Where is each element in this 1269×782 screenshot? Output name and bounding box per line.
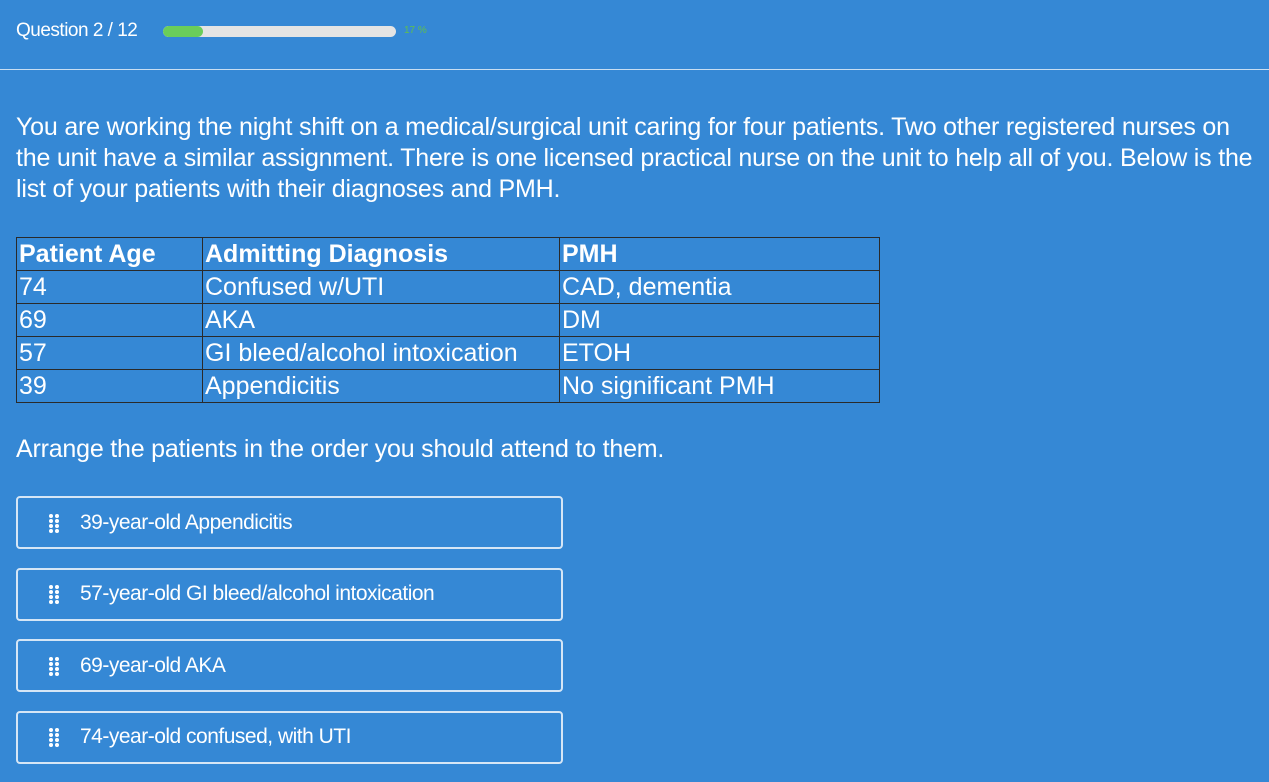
sortable-answer-list <box>16 496 563 782</box>
table-cell: 74 <box>17 271 203 304</box>
progress-bar-fill <box>163 26 203 37</box>
quiz-header <box>0 0 1269 70</box>
drag-handle-icon[interactable] <box>48 656 60 676</box>
table-row <box>17 304 880 337</box>
drag-handle-icon[interactable] <box>48 584 60 604</box>
table-row <box>17 337 880 370</box>
table-cell: ETOH <box>560 337 880 370</box>
table-cell: AKA <box>203 304 560 337</box>
sortable-answer-item[interactable] <box>16 639 563 692</box>
answer-label: 74-year-old confused, with UTI <box>80 725 351 748</box>
table-cell: No significant PMH <box>560 370 880 403</box>
table-header-cell: Admitting Diagnosis <box>203 238 560 271</box>
patient-table <box>16 237 880 403</box>
table-cell: 57 <box>17 337 203 370</box>
progress-bar <box>163 26 396 37</box>
drag-handle-icon[interactable] <box>48 727 60 747</box>
answer-label: 57-year-old GI bleed/alcohol intoxication <box>80 582 435 605</box>
table-cell: DM <box>560 304 880 337</box>
drag-handle-icon[interactable] <box>48 513 60 533</box>
table-cell: Appendicitis <box>203 370 560 403</box>
table-cell: 39 <box>17 370 203 403</box>
table-cell: Confused w/UTI <box>203 271 560 304</box>
table-cell: GI bleed/alcohol intoxication <box>203 337 560 370</box>
answer-label: 69-year-old AKA <box>80 653 226 677</box>
table-header-cell: Patient Age <box>17 238 203 271</box>
table-cell: 69 <box>17 304 203 337</box>
table-row <box>17 271 880 304</box>
answer-label: 39-year-old Appendicitis <box>80 510 293 534</box>
sortable-answer-item[interactable] <box>16 568 563 621</box>
progress-percent-label: 17 % <box>404 25 427 36</box>
table-cell: CAD, dementia <box>560 271 880 304</box>
table-header-row <box>17 238 880 271</box>
sortable-answer-item[interactable] <box>16 711 563 764</box>
table-row <box>17 370 880 403</box>
ordering-instruction: Arrange the patients in the order you should attend to them. <box>16 435 665 463</box>
question-prompt: You are working the night shift on a medical/surgical unit caring for four patients. Two other registered nurses on the unit have a similar assignment. There is one licensed practical nurse on the unit to help all of you. Below is the list of your patients with their diagnoses and PMH. <box>16 113 1253 203</box>
sortable-answer-item[interactable] <box>16 496 563 549</box>
question-counter: Question 2 / 12 <box>16 20 138 41</box>
table-header-cell: PMH <box>560 238 880 271</box>
